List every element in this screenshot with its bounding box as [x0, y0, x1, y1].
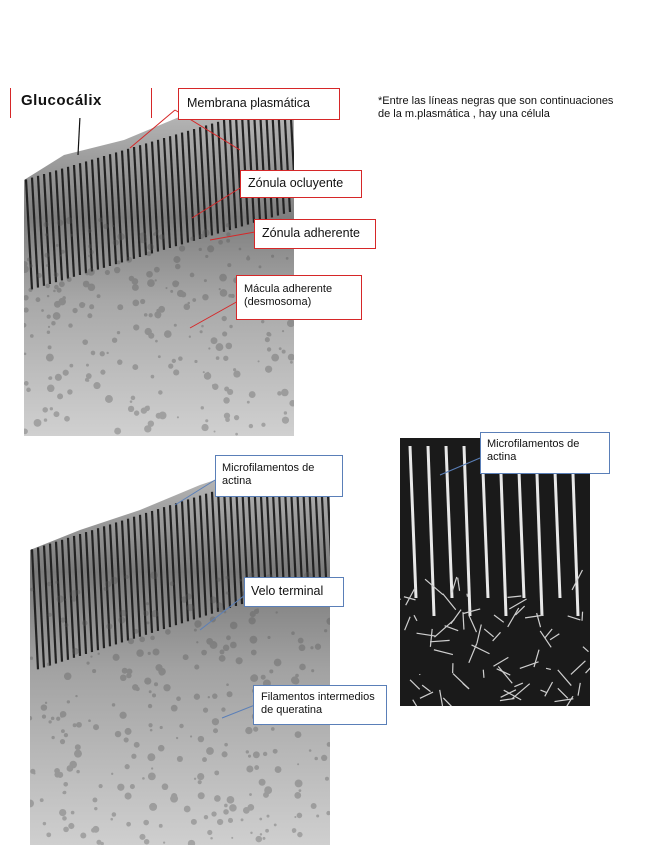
bottom-micrograph-image — [30, 455, 330, 845]
micro-right-line1: Microfilamentos de — [487, 438, 580, 450]
microfilamentos-label-left — [215, 455, 343, 497]
micro-left-line1: Microfilamentos de — [222, 462, 315, 474]
filamentos-line2: de queratina — [261, 704, 323, 716]
microfilamentos-label-right — [480, 432, 610, 474]
top-micrograph — [24, 100, 294, 436]
glucocalix-label: Glucocálix — [10, 88, 152, 118]
top-micrograph-image — [24, 100, 294, 436]
velo-terminal-label: Velo terminal — [244, 577, 344, 607]
filamentos-intermedios-label — [253, 685, 387, 725]
bottom-micrograph — [30, 455, 330, 845]
micro-right-line2: actina — [487, 451, 517, 463]
macula-adherente-label — [236, 275, 362, 320]
micro-left-line2: actina — [222, 475, 252, 487]
zonula-adherente-label: Zónula adherente — [254, 219, 376, 249]
membrana-plasmatica-label: Membrana plasmática — [178, 88, 340, 120]
sem-micrograph — [400, 438, 590, 706]
macula-line1: Mácula adherente — [244, 283, 333, 295]
sem-micrograph-image — [400, 438, 590, 706]
macula-line2: (desmosoma) — [244, 296, 312, 308]
note-text: *Entre las líneas negras que son continuaciones de la m.plasmática , hay una célula — [378, 95, 614, 120]
filamentos-line1: Filamentos intermedios — [261, 691, 375, 703]
zonula-ocluyente-label: Zónula ocluyente — [240, 170, 362, 198]
